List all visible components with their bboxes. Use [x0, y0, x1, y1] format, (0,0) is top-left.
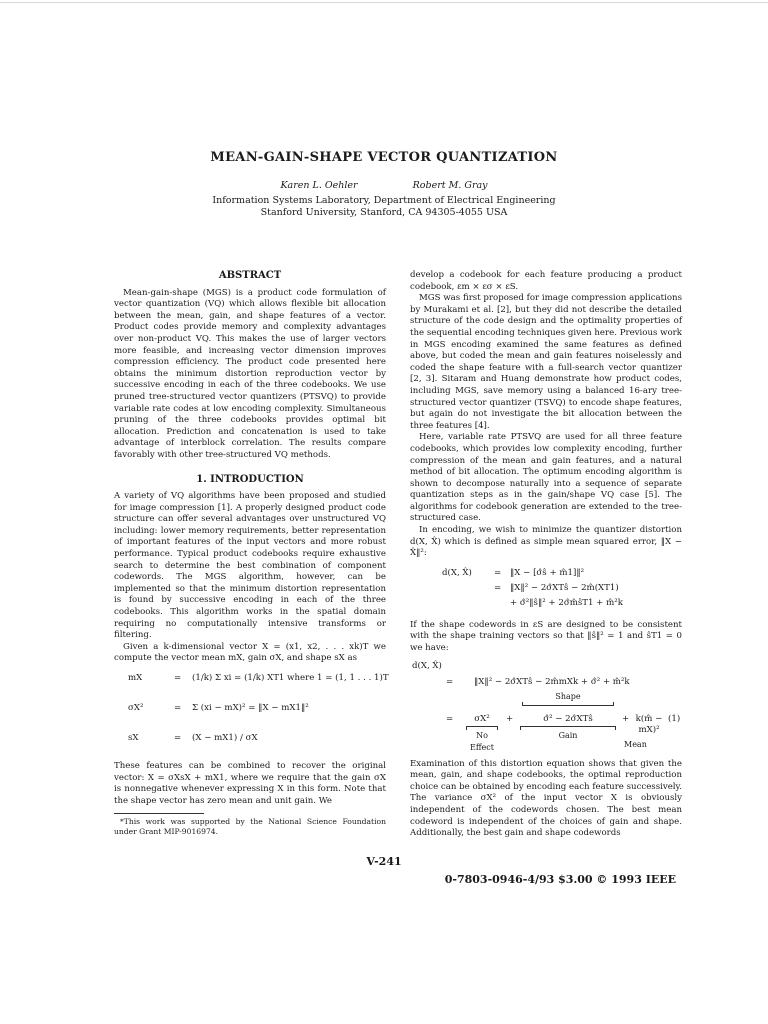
equation-mean-rhs: (1/k) Σ xi = (1/k) XT1 where 1 = (1, 1 . . . 1)T [192, 673, 389, 683]
no-effect-label: No Effect [470, 731, 494, 752]
right-paragraph-3: Here, variable rate PTSVQ are used for all three feature codebooks, which provides low complexity encoding, further compression of the mean and gain features, and a natural method of bit allocation. The optimum encoding algorithm is shown to decompose naturally into a sequence of separate quantization steps as in the gain/shape VQ case [5]. The algorithms for codebook generation are extended to the tree-structured case. [410, 432, 682, 524]
equation-decomposition-lhs: d(X, X̂) [412, 660, 442, 671]
right-paragraph-1: develop a codebook for each feature producing a product codebook, εm × εσ × εS. [410, 270, 682, 292]
intro-heading: 1. INTRODUCTION [196, 473, 304, 485]
equation-shape: sX = (X − mX1) / σX [128, 733, 258, 743]
author-2: Robert M. Gray [412, 180, 488, 191]
abstract-text: Mean-gain-shape (MGS) is a product code formulation of vector quantization (VQ) which allows flexible bit allocation between the mean, gain, and shape features of a vector. Product codes provide memory and complexity advantages over non-product VQ. This makes the use of larger vectors more feasible, and increasing vector dimension improves compression efficiency. The product code presented here obtains the minimum distortion reproduction vector by successive encoding in each of the three codebooks. We use pruned tree-structured vector quantizers (PTSVQ) to provide variable rate codes at low encoding complexity. Simultaneous pruning of the three codebooks provides optimal bit allocation. Prediction and concatenation is used to take advantage of interblock correlation. The results compare favorably with other tree-structured VQ methods. [114, 287, 386, 460]
left-column [114, 270, 389, 837]
right-column [410, 270, 682, 840]
equation-shape-rhs: (X − mX1) / σX [192, 733, 258, 743]
equation-shape-lhs: sX [128, 733, 139, 743]
page-number: V-241 [366, 855, 402, 868]
shape-label: Shape [555, 691, 581, 701]
author-1: Karen L. Oehler [280, 180, 358, 191]
right-paragraph-6: Examination of this distortion equation shows that given the mean, gain, and shape codebooks, the optimal reproduction choice can be obtained by encoding each feature successively. The variance σX² of the input vector X is obviously independent of the codewords chosen. The best mean codeword is independent of the choices of gain and shape. Additionally, the best gain and shape codewords [410, 758, 682, 839]
gain-label: Gain [558, 731, 578, 741]
equation-mean-lhs: mX [128, 673, 143, 683]
intro-paragraph-3: These features can be combined to recover the original vector: X = σXsX + mX1, where we require that the gain σX is nonnegative whenever expressing X in this form. Note that the shape vector has zero mean and unit gain. We [114, 761, 386, 806]
affiliation-line-1: Information Systems Laboratory, Department of Electrical Engineering [212, 195, 556, 206]
equation-gain: σX² = Σ (xi − mX)² = ‖X − mX1‖² [128, 703, 309, 713]
author-line [0, 180, 768, 191]
equation-distortion-line-3: + σ̂²‖ŝ‖² + 2σ̂m̂ŝT1 + m̂²k [510, 597, 623, 608]
copyright-line: 0-7803-0946-4/93 $3.00 © 1993 IEEE [444, 873, 676, 886]
right-paragraph-4: In encoding, we wish to minimize the quantizer distortion d(X, X̂) which is defined as simple mean squared error, ‖X − X̂‖²: [410, 525, 682, 559]
equation-mean: mX = (1/k) Σ xi = (1/k) XT1 where 1 = (1, 1 . . . 1)T [128, 673, 389, 683]
shape-label-group [522, 691, 614, 708]
intro-paragraph-1: A variety of VQ algorithms have been proposed and studied for image compression [1]. A properly designed product code structure can offer several advantages over unstructured VQ including: lower memory requirements, better representation of important features of the input vectors and more robust performance. Typical product codebooks require exhaustive search to determine the best combination of component codewords. The MGS algorithm, however, can be implemented so that the minimum distortion representation is found by successive encoding in each of the three codebooks. This algorithm works in the spatial domain requiring no computationally intensive transforms or filtering. [114, 491, 386, 641]
shape-brace [522, 702, 614, 706]
footnote: *This work was supported by the National Science Foundation under Grant MIP-9016974. [114, 817, 386, 837]
equation-distortion-lhs: d(X, X̂) [442, 567, 472, 578]
equation-number: (1) [668, 713, 681, 724]
affiliation-line-2: Stanford University, Stanford, CA 94305-4055 USA [260, 207, 508, 218]
no-effect-term: σX² No Effect [466, 714, 498, 754]
equation-distortion-line-1: ‖X − [σ̂ŝ + m̂1]‖² [510, 567, 585, 578]
equation-distortion-line-2: ‖X‖² − 2σ̂XTŝ − 2m̂(XT1) [510, 582, 619, 593]
intro-paragraph-2: Given a k-dimensional vector X = (x1, x2, . . . xk)T we compute the vector mean mX, gain σX, and shape sX as [114, 641, 386, 664]
page-top-rule [0, 2, 768, 3]
equation-decomposition: d(X, X̂) = ‖X‖² − 2σ̂XTŝ − 2m̂mXk + σ̂² + m̂²k Shape = σX² No Effect + σ̂² − 2σ̂XTŝ Gain + k(m̂ − mX)² (1) Mean [412, 660, 681, 752]
footnote-rule [114, 813, 204, 814]
mean-term: k(m̂ − mX)² [635, 713, 663, 736]
equation-gain-lhs: σX² [128, 703, 144, 713]
paper-title: MEAN-GAIN-SHAPE VECTOR QUANTIZATION [210, 150, 558, 165]
equation-decomposition-line-1: ‖X‖² − 2σ̂XTŝ − 2m̂mXk + σ̂² + m̂²k [474, 676, 630, 687]
right-paragraph-5: If the shape codewords in εS are designed to be consistent with the shape training vectors so that ‖ŝ‖² = 1 and ŝT1 = 0 we have: [410, 619, 682, 654]
mean-label: Mean [624, 739, 647, 749]
abstract-heading: ABSTRACT [218, 270, 282, 281]
equation-distortion: d(X, X̂) = ‖X − [σ̂ŝ + m̂1]‖² = ‖X‖² − 2σ̂XTŝ − 2m̂(XT1) + σ̂²‖ŝ‖² + 2σ̂m̂ŝT1 + m̂²k [442, 567, 623, 608]
gain-term: σ̂² − 2σ̂XTŝ Gain [520, 714, 616, 742]
right-paragraph-2: MGS was first proposed for image compression applications by Murakami et al. [2], but they did not describe the detailed structure of the code design and the optimality properties of the sequential encoding techniques given here. Previous work in MGS encoding examined the same features as defined above, but coded the mean and gain features noiselessly and coded the shape feature with a full-search vector quantizer [2, 3]. Sitaram and Huang demonstrate how product codes, including MGS, save memory using a balanced 16-ary tree-structured vector quantizer (TSVQ) to encode shape features, but again do not investigate the bit allocation between the three features [4]. [410, 293, 682, 431]
affiliation [0, 195, 768, 219]
equation-gain-rhs: Σ (xi − mX)² = ‖X − mX1‖² [192, 703, 309, 713]
